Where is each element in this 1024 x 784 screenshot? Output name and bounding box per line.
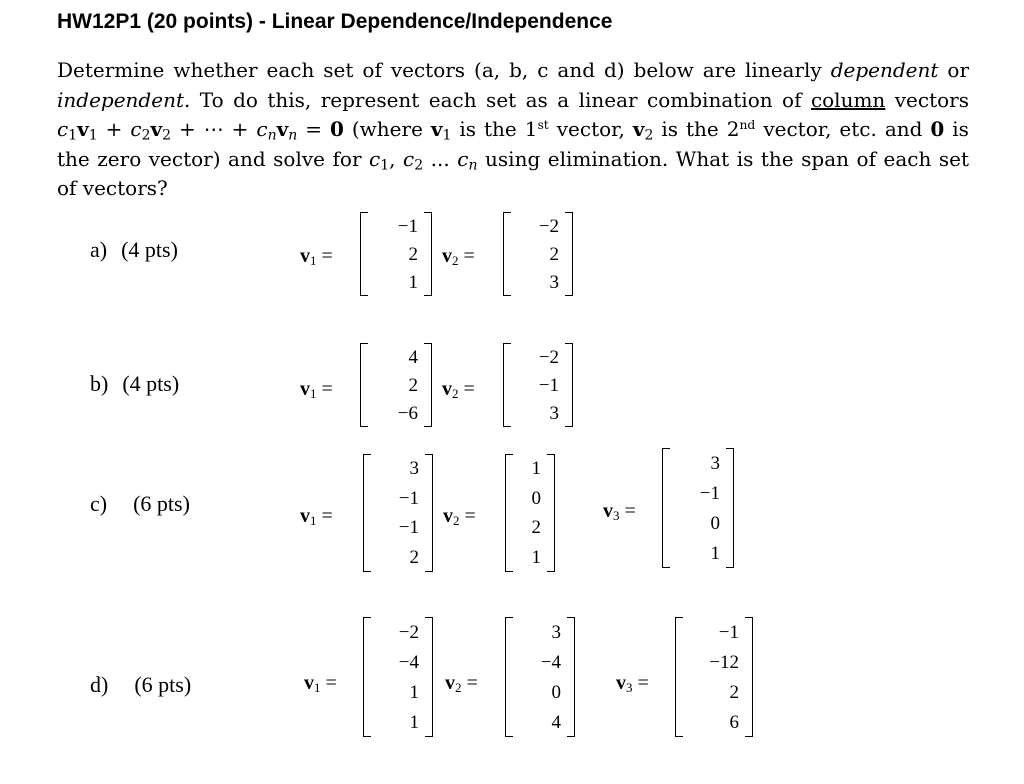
vector-d-v1: −2 −4 1 1: [363, 617, 433, 737]
vector-d-v3: −1 −12 2 6: [675, 617, 753, 737]
v3-label: $v_3$ =: [616, 672, 649, 695]
v1-label: $v_1$ =: [304, 672, 337, 695]
vector-d-v2: 3 −4 0 4: [505, 617, 575, 737]
v2-label: $v_2$ =: [442, 378, 475, 401]
v2-label: $v_2$ =: [442, 245, 475, 268]
vector-a-v1: −1 2 1: [360, 212, 432, 296]
problem-c-label: c) (6 pts): [90, 491, 190, 516]
v1-label: $v_1$ =: [300, 378, 333, 401]
vector-b-v2: −2 −1 3: [503, 343, 573, 427]
vector-a-v2: −2 2 3: [503, 212, 573, 296]
v1-label: $v_1$ =: [300, 245, 333, 268]
v2-label: $v_2$ =: [445, 672, 478, 695]
vector-c-v2: 1 0 2 1: [505, 454, 555, 572]
v2-label: $v_2$ =: [443, 505, 476, 528]
vector-b-v1: 4 2 −6: [360, 343, 432, 427]
instructions: Determine whether each set of vectors (a, b, c and d) below are linearly dependent or independent. To do this, represent each set as a linear combination of column vectors $c_1v_1 + c_2v_2$ + ⋯ + $c_nv_n = 0$ (where $v_1$ is the 1st vector, $v_2$ is the 2nd vector, etc. and 0 is the zero vector) and solve for $c_1$, $c_2$ ... $c_n$ using elimination. What is the span of each set of vectors?: [57, 58, 970, 200]
v1-label: $v_1$ =: [300, 505, 333, 528]
problem-a-label: a) (4 pts): [90, 237, 178, 262]
vector-c-v3: 3 −1 0 1: [662, 448, 734, 568]
page-title: HW12P1 (20 points) - Linear Dependence/Independence: [57, 10, 613, 33]
v3-label: $v_3$ =: [603, 500, 636, 523]
problem-d-label: d) (6 pts): [90, 672, 192, 697]
problem-b-label: b) (4 pts): [90, 371, 180, 396]
vector-c-v1: 3 −1 −1 2: [363, 454, 433, 572]
